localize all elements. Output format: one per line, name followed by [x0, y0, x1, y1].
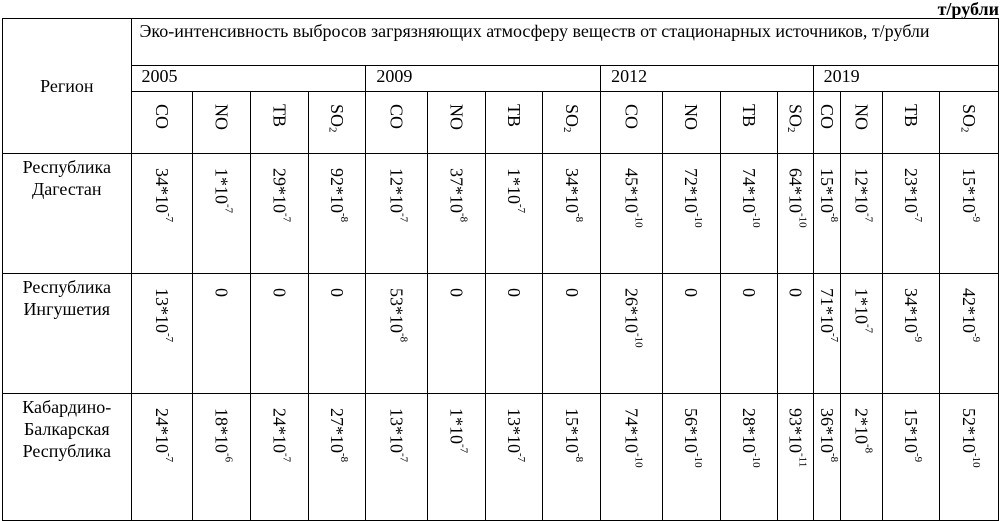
value-cell — [778, 154, 813, 274]
value-text: $12*10^{-7}$ — [386, 168, 410, 223]
table-row — [3, 394, 999, 521]
value-text: $13*10^{-7}$ — [386, 408, 410, 463]
pollutant-header — [366, 92, 428, 154]
value-cell — [193, 394, 251, 521]
value-text: $64*10^{-10}$ — [785, 168, 809, 228]
value-text: 0 — [738, 288, 759, 297]
value-cell — [882, 154, 940, 274]
pollutant-header — [193, 92, 251, 154]
pollutant-header — [662, 92, 720, 154]
value-text: $53*10^{-8}$ — [386, 288, 410, 343]
value-cell — [720, 154, 778, 274]
value-text: $15*10^{-8}$ — [561, 408, 585, 463]
value-cell — [543, 274, 601, 394]
value-text: $74*10^{-10}$ — [621, 408, 645, 468]
value-cell — [428, 154, 486, 274]
value-cell — [778, 394, 813, 521]
pollutant-header — [601, 92, 663, 154]
value-text: $52*10^{-10}$ — [959, 408, 983, 468]
value-cell — [428, 274, 486, 394]
year-header: 2005 — [131, 66, 366, 92]
pollutant-label: TB — [269, 104, 290, 128]
pollutant-header — [882, 92, 940, 154]
pollutant-header — [485, 92, 543, 154]
value-text: $1*10^{-7}$ — [446, 408, 470, 454]
pollutant-header — [778, 92, 813, 154]
value-text: $1*10^{-7}$ — [504, 168, 528, 214]
pollutant-label: $SO_2$ — [784, 104, 806, 133]
value-cell — [940, 274, 999, 394]
value-text: $92*10^{-8}$ — [327, 168, 350, 223]
value-cell — [662, 274, 720, 394]
value-cell — [882, 274, 940, 394]
value-text: 0 — [446, 288, 467, 297]
value-text: $15*10^{-9}$ — [900, 408, 924, 463]
value-cell — [366, 274, 428, 394]
value-text: $2*10^{-8}$ — [851, 408, 875, 454]
value-cell — [308, 394, 366, 521]
value-text: $34*10^{-9}$ — [900, 288, 924, 343]
value-cell — [882, 394, 940, 521]
pollutant-header — [428, 92, 486, 154]
pollutant-label: $SO_2$ — [561, 104, 582, 133]
value-text: $23*10^{-7}$ — [900, 168, 924, 223]
year-header: 2012 — [601, 66, 814, 92]
pollutant-label: CO — [386, 104, 407, 130]
value-cell — [485, 394, 543, 521]
value-cell — [813, 154, 840, 274]
value-cell — [131, 274, 193, 394]
pollutant-label: CO — [816, 104, 837, 130]
region-header: Регион — [3, 19, 132, 154]
value-text: 0 — [211, 288, 232, 297]
value-text: $56*10^{-10}$ — [681, 408, 705, 468]
value-text: $13*10^{-7}$ — [151, 288, 175, 343]
unit-label: т/рубли — [937, 0, 999, 19]
value-text: $13*10^{-7}$ — [504, 408, 528, 463]
value-cell — [308, 154, 366, 274]
pollutant-label: $SO_2$ — [326, 104, 347, 133]
value-cell — [662, 394, 720, 521]
region-name: Республика Дагестан — [3, 154, 132, 274]
year-header: 2019 — [813, 66, 998, 92]
value-text: $29*10^{-7}$ — [269, 168, 293, 223]
value-text: $18*10^{-6}$ — [211, 408, 235, 463]
pollutant-header — [308, 92, 366, 154]
value-cell — [131, 154, 193, 274]
table-title: Эко-интенсивность выбросов загрязняющих атмосферу веществ от стационарных источников, т/рубли — [131, 19, 998, 66]
pollutant-label: CO — [151, 104, 172, 130]
region-name: Кабардино-Балкарская Республика — [3, 394, 132, 521]
value-text: 0 — [504, 288, 525, 297]
value-text: $71*10^{-7}$ — [816, 288, 840, 343]
value-cell — [485, 274, 543, 394]
value-text: $34*10^{-8}$ — [561, 168, 585, 223]
value-cell — [193, 154, 251, 274]
value-cell — [813, 394, 840, 521]
value-cell — [940, 154, 999, 274]
value-text: $24*10^{-7}$ — [269, 408, 293, 463]
value-text: $15*10^{-9}$ — [959, 168, 983, 223]
value-text: $42*10^{-9}$ — [959, 288, 983, 343]
table-row — [3, 274, 999, 394]
value-text: $34*10^{-7}$ — [151, 168, 175, 223]
value-text: 0 — [561, 288, 582, 297]
value-text: 0 — [327, 288, 347, 297]
pollutant-header — [813, 92, 840, 154]
value-text: $15*10^{-8}$ — [816, 168, 840, 223]
value-cell — [193, 274, 251, 394]
value-text: 0 — [681, 288, 702, 297]
pollutant-header — [841, 92, 883, 154]
value-cell — [366, 394, 428, 521]
value-text: $72*10^{-10}$ — [681, 168, 705, 228]
value-cell — [813, 274, 840, 394]
pollutant-label: NO — [446, 104, 467, 130]
value-cell — [543, 394, 601, 521]
value-text: $27*10^{-8}$ — [327, 408, 350, 463]
value-text: $24*10^{-7}$ — [151, 408, 175, 463]
value-cell — [131, 394, 193, 521]
value-cell — [250, 274, 308, 394]
value-text: $93*10^{-11}$ — [785, 408, 809, 468]
pollutant-header — [250, 92, 308, 154]
value-cell — [778, 274, 813, 394]
value-cell — [543, 154, 601, 274]
value-cell — [250, 154, 308, 274]
value-text: $1*10^{-7}$ — [211, 168, 235, 214]
pollutant-label: NO — [851, 104, 872, 130]
value-cell — [428, 394, 486, 521]
value-text: $28*10^{-10}$ — [738, 408, 762, 468]
value-text: $1*10^{-7}$ — [851, 288, 875, 334]
pollutant-label: NO — [211, 104, 232, 130]
pollutant-header — [940, 92, 999, 154]
value-cell — [841, 394, 883, 521]
value-cell — [485, 154, 543, 274]
pollutant-label: TB — [738, 104, 759, 128]
region-name: Республика Ингушетия — [3, 274, 132, 394]
value-text: $12*10^{-7}$ — [851, 168, 875, 223]
value-cell — [841, 274, 883, 394]
pollutant-label: TB — [504, 104, 525, 128]
value-cell — [366, 154, 428, 274]
value-text: $74*10^{-10}$ — [738, 168, 762, 228]
pollutant-label: TB — [900, 104, 921, 128]
value-cell — [601, 394, 663, 521]
pollutant-header — [543, 92, 601, 154]
value-text: $36*10^{-8}$ — [816, 408, 840, 463]
value-text: 0 — [785, 288, 806, 297]
value-cell — [250, 394, 308, 521]
value-cell — [720, 274, 778, 394]
pollutant-label: NO — [681, 104, 702, 130]
value-cell — [720, 394, 778, 521]
pollutant-label: $SO_2$ — [958, 104, 980, 133]
value-text: $37*10^{-8}$ — [446, 168, 470, 223]
emissions-table — [2, 18, 999, 521]
value-cell — [308, 274, 366, 394]
value-cell — [940, 394, 999, 521]
value-text: 0 — [269, 288, 290, 297]
value-cell — [662, 154, 720, 274]
value-text: $45*10^{-10}$ — [621, 168, 645, 228]
pollutant-header — [131, 92, 193, 154]
value-text: $26*10^{-10}$ — [621, 288, 645, 348]
value-cell — [601, 274, 663, 394]
year-header: 2009 — [366, 66, 601, 92]
pollutant-label: CO — [621, 104, 642, 130]
value-cell — [601, 154, 663, 274]
value-cell — [841, 154, 883, 274]
pollutant-header — [720, 92, 778, 154]
table-row — [3, 154, 999, 274]
